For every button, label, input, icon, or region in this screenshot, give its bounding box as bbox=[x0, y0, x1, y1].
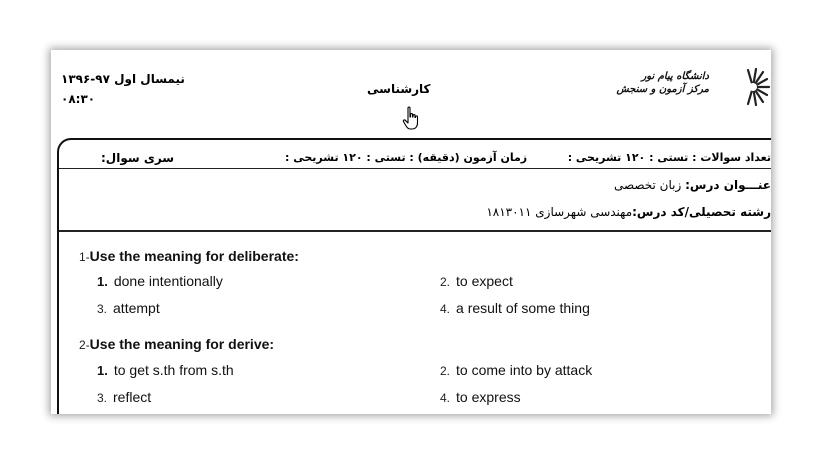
university-line1: دانشگاه پیام نور bbox=[641, 71, 709, 82]
option-number: 1. bbox=[97, 274, 108, 289]
option-2 bbox=[440, 273, 513, 289]
option-number: 1. bbox=[97, 363, 108, 378]
exam-page bbox=[51, 50, 771, 414]
option-number: 4. bbox=[440, 302, 451, 316]
option-text: a result of some thing bbox=[456, 300, 590, 316]
option-3 bbox=[97, 389, 151, 405]
option-text: done intentionally bbox=[113, 273, 223, 289]
question-number: 1- bbox=[79, 250, 90, 264]
option-text: reflect bbox=[113, 389, 152, 405]
divider bbox=[59, 230, 771, 232]
field-of-study bbox=[486, 205, 771, 219]
degree-level: کارشناسی bbox=[367, 82, 431, 96]
option-text: to get s.th from s.th bbox=[113, 362, 234, 378]
question-count: تعداد سوالات : تستی : ۱۲۰ تشریحی : bbox=[567, 151, 771, 164]
question-text: Use the meaning for deliberate: bbox=[89, 248, 299, 264]
option-number: 4. bbox=[440, 391, 451, 405]
option-2 bbox=[440, 362, 592, 378]
course-title bbox=[614, 178, 771, 192]
option-text: to express bbox=[456, 389, 521, 405]
option-number: 3. bbox=[97, 302, 108, 316]
option-3 bbox=[97, 300, 160, 316]
exam-sheet bbox=[51, 50, 771, 414]
divider bbox=[59, 168, 771, 169]
field-value: مهندسی شهرسازی ۱۸۱۳۰۱۱ bbox=[486, 205, 633, 219]
option-4 bbox=[440, 300, 590, 316]
exam-duration: زمان آزمون (دقیقه) : تستی : ۱۲۰ تشریحی : bbox=[285, 151, 528, 164]
question-2-title bbox=[79, 336, 274, 352]
university-name bbox=[617, 70, 710, 96]
question-1-title bbox=[79, 248, 299, 264]
course-label: عنـــوان درس: bbox=[685, 178, 771, 192]
university-logo-icon bbox=[729, 66, 771, 108]
option-number: 3. bbox=[97, 391, 108, 405]
option-text: to expect bbox=[456, 273, 513, 289]
option-number: 2. bbox=[440, 275, 451, 289]
option-text: attempt bbox=[113, 300, 160, 316]
course-value: زبان تخصصی bbox=[613, 178, 686, 192]
university-line2: مرکز آزمون و سنجش bbox=[616, 84, 709, 95]
semester-label: نیمسال اول ۹۷-۱۳۹۶ bbox=[61, 72, 185, 86]
option-4 bbox=[440, 389, 521, 405]
hand-cursor-icon bbox=[402, 106, 422, 132]
field-label: رشته تحصیلی/کد درس: bbox=[632, 205, 771, 219]
question-text: Use the meaning for derive: bbox=[89, 336, 275, 352]
option-1 bbox=[97, 362, 234, 378]
exam-time: ۰۸:۳۰ bbox=[61, 92, 96, 106]
option-text: to come into by attack bbox=[456, 362, 593, 378]
question-number: 2- bbox=[79, 338, 90, 352]
question-series: سری سوال: bbox=[101, 151, 175, 165]
option-1 bbox=[97, 273, 223, 289]
option-number: 2. bbox=[440, 364, 451, 378]
